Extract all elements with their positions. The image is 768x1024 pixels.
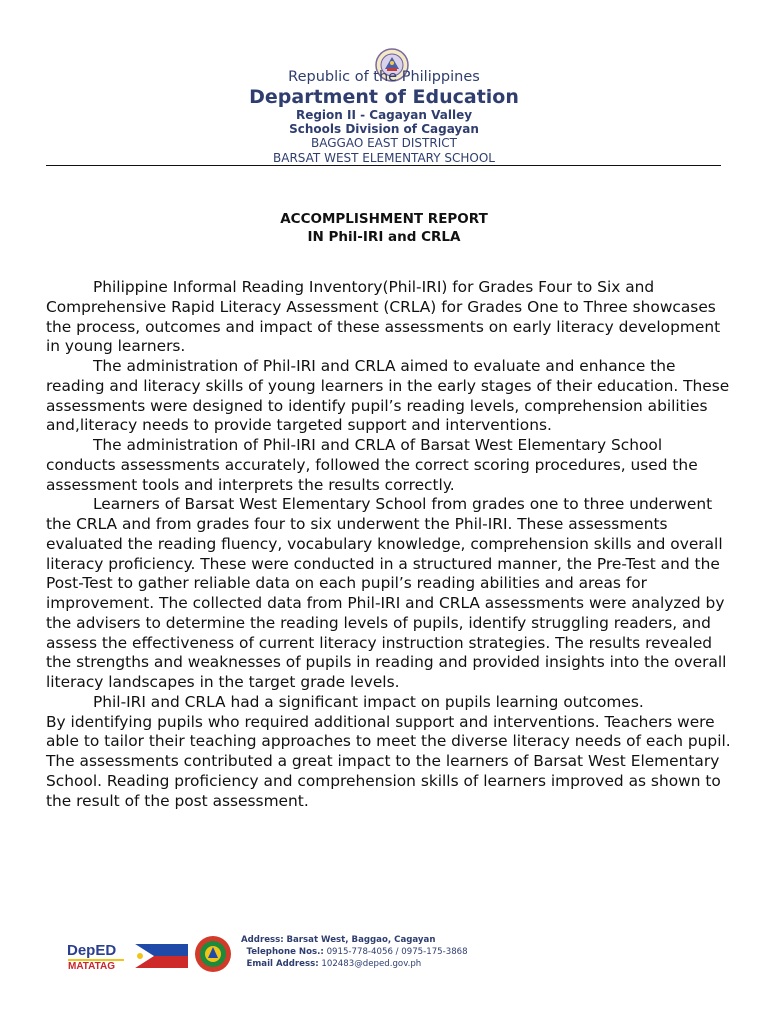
- address-value: Barsat West, Baggao, Cagayan: [286, 935, 436, 945]
- paragraph: Phil-IRI and CRLA had a significant impact on pupils learning outcomes.: [93, 692, 644, 711]
- header-divider: [46, 165, 721, 166]
- address-line: [241, 934, 468, 946]
- header-department: Department of Education: [249, 86, 519, 108]
- telephone-value: 0915-778-4056 / 0975-175-3868: [326, 947, 468, 957]
- email-line: [241, 958, 468, 970]
- address-label: Address:: [241, 935, 284, 945]
- email-label: Email Address:: [246, 959, 319, 969]
- header-region: Region II - Cagayan Valley: [295, 108, 473, 122]
- deped-logo-text: DepED: [67, 942, 117, 959]
- report-subtitle: IN Phil-IRI and CRLA: [307, 229, 461, 245]
- email-value: 102483@deped.gov.ph: [321, 959, 422, 969]
- paragraph: Learners of Barsat West Elementary School from grades one to three underwent the CRLA and from grades four to six underwent the Phil-IRI. These assessments evaluated the reading fluency, vocabulary knowledge, comprehension skills and overall literacy proficiency. These were conducted in a structured manner, the Pre-Test and the Post-Test to gather reliable data on each pupil’s reading abilities and areas for improvement. The collected data from Phil-IRI and CRLA assessments were analyzed by the advisers to determine the reading levels of pupils, identify struggling readers, and assess the effectiveness of current literacy instruction strategies. The results revealed the strengths and weaknesses of pupils in reading and provided insights into the overall literacy landscapes in the target grade levels.: [46, 495, 727, 691]
- report-body: [46, 278, 736, 811]
- contact-info: [241, 934, 468, 970]
- paragraph: Philippine Informal Reading Inventory(Phil-IRI) for Grades Four to Six and Comprehensive Rapid Literacy Assessment (CRLA) for Grades One to Three showcases the process, outcomes and impact of these assessments on early literacy development in young learners.: [46, 278, 721, 356]
- header-school: BARSAT WEST ELEMENTARY SCHOOL: [273, 151, 495, 165]
- header-republic: Republic of the Philippines: [288, 69, 480, 85]
- paragraph: By identifying pupils who required additional support and interventions. Teachers were able to tailor their teaching approaches to meet the diverse literacy needs of each pupil. The assessments contributed a great impact to the learners of Barsat West Elementary School. Reading proficiency and comprehension skills of learners improved as shown to the result of the post assessment.: [46, 712, 731, 810]
- matatag-logo-text: MATATAG: [68, 961, 116, 972]
- report-title: ACCOMPLISHMENT REPORT: [280, 211, 488, 227]
- paragraph: The administration of Phil-IRI and CRLA of Barsat West Elementary School conducts assessments accurately, followed the correct scoring procedures, used the assessment tools and interprets the results correctly.: [46, 436, 698, 494]
- bagong-pilipinas-logo: [132, 938, 188, 974]
- header-district: BAGGAO EAST DISTRICT: [311, 136, 457, 150]
- deped-matatag-logo: [66, 938, 128, 974]
- header-division: Schools Division of Cagayan: [289, 122, 479, 136]
- telephone-label: Telephone Nos.:: [246, 947, 324, 957]
- telephone-line: [241, 946, 468, 958]
- paragraph: The administration of Phil-IRI and CRLA aimed to evaluate and enhance the reading and literacy skills of young learners in the early stages of their education. These assessments were designed to identify pupil’s reading levels, comprehension abilities and,literacy needs to provide targeted support and interventions.: [46, 357, 730, 435]
- page-footer: [66, 932, 726, 980]
- division-seal-icon: [193, 934, 233, 974]
